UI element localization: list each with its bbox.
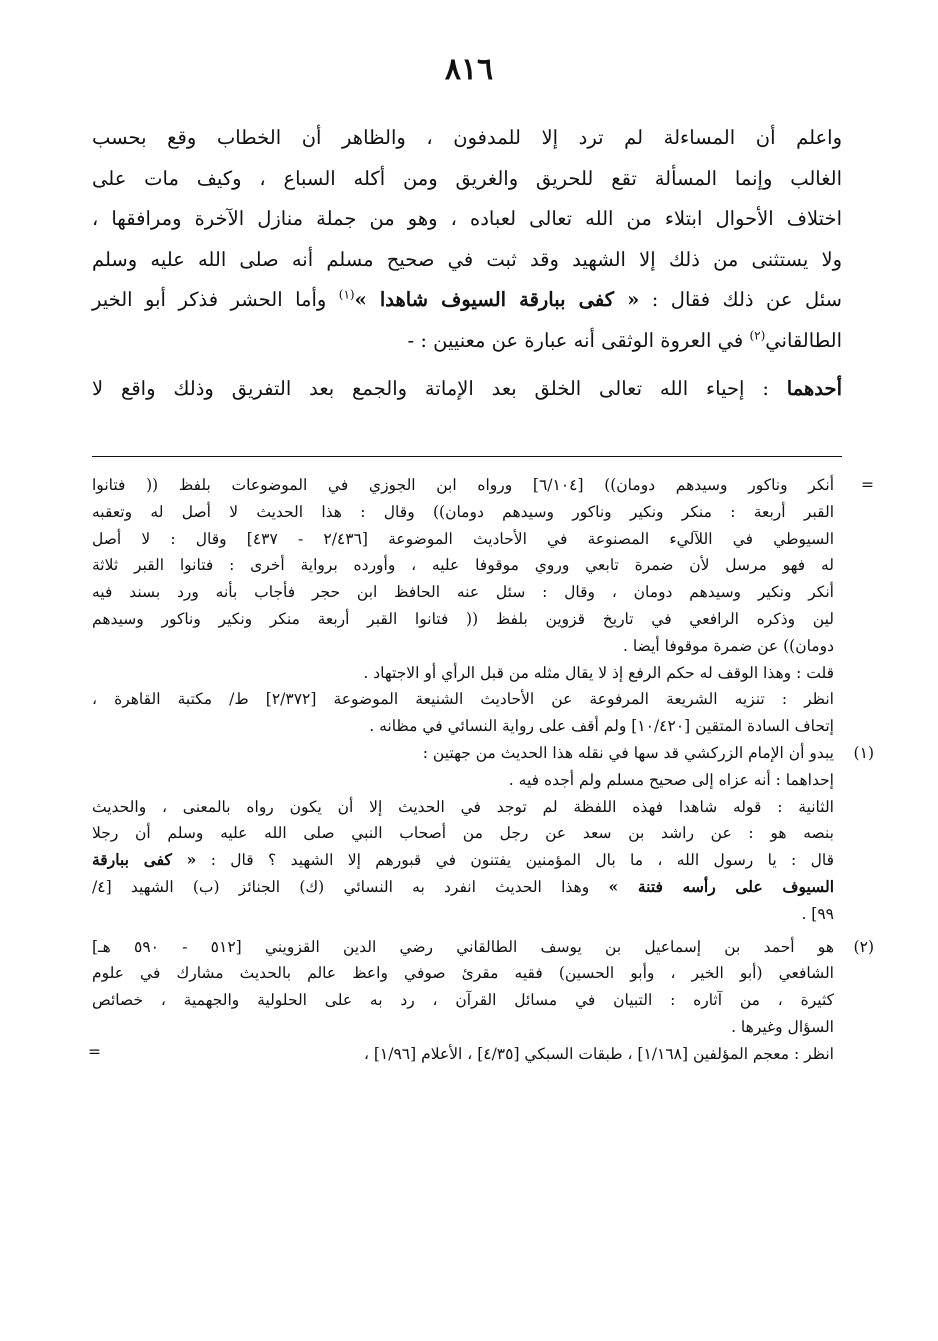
footnote-1-line-6 [92, 874, 834, 901]
footnote-1-line-2: إحداهما : أنه عزاه إلى صحيح مسلم ولم أجده فيه . [508, 770, 834, 789]
continuation-marker: = [861, 476, 874, 494]
footnote-2-line-4: السؤال وغيرها . [731, 1017, 834, 1036]
footnotes-section [88, 472, 874, 1068]
footnote-continued-line-1: أنكر وناكور وسيدهم دومان)) [٦/١٠٤] ورواه ابن الجوزي في الموضوعات بلفظ (( فتانوا [92, 476, 834, 494]
footnote-1 [92, 740, 872, 928]
footnote-continued-line-7: دومان)) عن ضمرة موقوفا أيضا . [623, 636, 834, 655]
main-line-6 [92, 321, 842, 362]
footnote-1-marker: (١) [853, 743, 874, 762]
main-line-1: واعلم أن المساءلة لم ترد إلا للمدفون ، والظاهر أن الخطاب وقع بحسب [92, 126, 842, 149]
footnote-continued [92, 472, 872, 740]
footnote-1-line-4: بنصه هو : عن راشد بن سعد عن رجل من أصحاب النبي صلى الله عليه وسلم أن رجلا [92, 824, 834, 843]
main-line-4: ولا يستثنى من ذلك إلا الشهيد وقد ثبت في صحيح مسلم أنه صلى الله عليه وسلم [92, 247, 842, 271]
main-line-6-end: في العروة الوثقى أنه عبارة عن معنيين : - [407, 328, 750, 352]
main-line-7-rest: : إحياء الله تعالى الخلق بعد الإماتة والجمع بعد التفريق وذلك واقع لا [92, 377, 787, 400]
hadith-quote: « كفى ببارقة السيوف شاهدا » [354, 288, 640, 311]
footnote-1-line-5 [92, 847, 834, 874]
footnote-continued-line-4: له فهو مرسل لأن ضمرة تابعي وروي موقوفا عليه ، وأورده برواية أخرى : فتانوا القبر ثلاثة [92, 556, 834, 575]
page-number: ٨١٦ [444, 52, 494, 87]
footnote-1-line-1: يبدو أن الإمام الزركشي قد سها في نقله هذا الحديث من جهتين : [422, 743, 834, 762]
footnote-2-line-2: الشافعي (أبو الخير ، وأبو الحسين) فقيه مقرئ صوفي واعظ عالم بالحديث مشارك في علوم [92, 964, 834, 983]
main-line-7 [92, 369, 842, 410]
footnote-2-marker: (٢) [853, 937, 874, 956]
footnote-1-line-3: الثانية : قوله شاهدا فهذه اللفظة لم توجد في الحديث إلا أن يكون رواه بالمعنى ، والحديث [92, 797, 834, 816]
footnote-2-unzur: انظر : معجم المؤلفين [١/١٦٨] ، طبقات السبكي [٤/٣٥] ، الأعلام [١/٩٦] ، [363, 1044, 834, 1063]
footnote-2-line-1: هو أحمد بن إسماعيل بن يوسف الطالقاني رضي الدين القزويني [٥١٢ - ٥٩٠ هـ] [92, 937, 834, 956]
footnote-2-line-3: كثيرة ، من آثاره : التبيان في مسائل القرآن ، رد به على الحلولية والجهمية ، خصائص [92, 991, 834, 1010]
main-line-2: الغالب وإنما المسألة تقع للحريق والغريق ومن أكله السباع ، وكيف مات على [92, 166, 842, 190]
main-line-6-start: الطالقاني [765, 328, 842, 352]
footnote-ref-1[interactable]: (١) [338, 287, 355, 302]
footnote-1-line-6-rest: وهذا الحديث انفرد به النسائي (ك) الجنائز (ب) الشهيد [٤/ [92, 877, 609, 896]
footnote-continued-line-6: لين وذكره الرافعي في تاريخ قزوين بلفظ (( فتانوا القبر أربعة منكر ونكير وناكور وسيدهم [92, 609, 834, 628]
footnote-ref-2[interactable]: (٢) [749, 328, 766, 342]
main-line-5 [92, 280, 842, 321]
footnote-continued-line-2: القبر أربعة : منكر ونكير وناكور وسيدهم دومان)) وقال : هذا الحديث لا أصل له وتعقبه [92, 502, 834, 521]
footnote-qult: قلت : وهذا الوقف له حكم الرفع إذ لا يقال مثله من قبل الرأي أو الاجتهاد . [363, 663, 834, 682]
first-meaning-heading: أحدهما [786, 377, 842, 400]
footnote-ithaf: إتحاف السادة المتقين [١٠/٤٢٠] ولم أقف على رواية النسائي في مظانه . [369, 717, 834, 736]
footnote-1-hadith-end: السيوف على رأسه فتنة » [608, 876, 834, 896]
main-line-5-end: وأما الحشر فذكر أبو الخير [92, 288, 339, 311]
footnote-2 [88, 934, 874, 1068]
continues-next-page-marker: = [88, 1042, 101, 1061]
main-line-3: اختلاف الأحوال ابتلاء من الله تعالى لعباده ، وهو من جملة منازل الآخرة ومرافقها ، [92, 207, 842, 230]
footnote-unzur-1: انظر : تنزيه الشريعة المرفوعة عن الأحاديث الشنيعة الموضوعة [٢/٣٧٢] ط/ مكتبة القاهرة ، [92, 690, 834, 709]
footnote-continued-line-5: أنكر ونكير وسيدهم دومان ، وقال : سئل عنه الحافظ ابن حجر فأجاب بأنه ورد بسند فيه [92, 583, 834, 602]
footnote-1-line-7: ٩٩] . [801, 904, 834, 923]
footnote-divider [92, 456, 842, 457]
footnote-1-hadith-start: « كفى ببارقة [92, 850, 197, 870]
main-text [92, 118, 842, 410]
footnote-continued-line-3: السيوطي في اللآليء المصنوعة في الأحاديث الموضوعة [٢/٤٣٦ - ٤٣٧] وقال : لا أصل [92, 529, 835, 548]
main-line-5-start: سئل عن ذلك فقال : [639, 288, 842, 311]
footnote-1-line-5-start: قال : يا رسول الله ، ما بال المؤمنين يفتنون في قبورهم إلا الشهيد ؟ قال : [196, 851, 834, 870]
paragraph-gap [92, 361, 842, 369]
